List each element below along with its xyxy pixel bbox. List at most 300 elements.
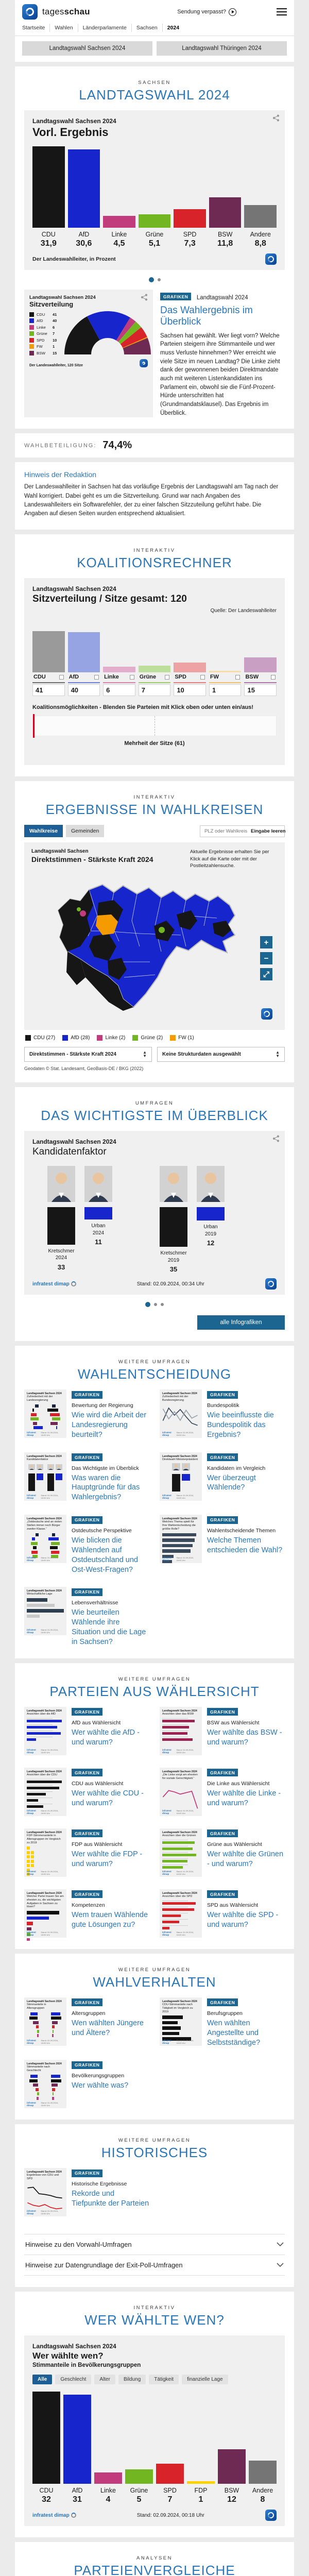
breadcrumb-item-2024[interactable]: 2024 [162, 24, 184, 32]
grafiken-badge: GRAFIKEN [72, 1453, 102, 1461]
candidate-label: Urban 2019 [203, 1224, 218, 1237]
map-zoom-out-button[interactable]: − [260, 952, 272, 964]
seat-legend [29, 312, 57, 358]
bar-SPD [156, 2464, 184, 2484]
thumb-stand: Stand: 01.09.2024, 18:00 Uhr [176, 1556, 194, 1562]
teaser-card[interactable] [160, 1889, 285, 1938]
section-wahlbeteiligung [15, 433, 294, 457]
teaser-thumbnail[interactable] [24, 1389, 66, 1438]
teaser-headline[interactable]: Wen wählten Angestellte und Selbstständige? [207, 2019, 261, 2047]
thumb-kicker: Landtagswahl Sachsen 2024 [162, 1891, 197, 1895]
teaser-thumbnail[interactable] [160, 1515, 202, 1563]
candidate-photo [84, 1166, 112, 1202]
thumb-kicker: Landtagswahl Sachsen 2024 [27, 1891, 62, 1895]
teaser-kicker: Die Linke aus Wählersicht [207, 1780, 270, 1787]
candidate-Urban-2019 [196, 1166, 225, 1273]
election-tab-sachsen[interactable]: Landtagswahl Sachsen 2024 [22, 41, 152, 56]
legend-swatch [29, 331, 34, 336]
teaser-card[interactable] [24, 1587, 149, 1647]
teaser-card[interactable] [24, 1997, 149, 2048]
teaser-thumbnail[interactable] [24, 1768, 66, 1816]
checkbox-icon[interactable] [235, 675, 240, 680]
teaser-headline[interactable]: Das Wahlergebnis im Überblick [160, 304, 253, 327]
coalition-hint: Koalitionsmöglichkeiten - Blenden Sie Parteien mit Klick oben oder unten ein/aus! [32, 704, 254, 711]
tab-gemeinden[interactable]: Gemeinden [66, 825, 104, 837]
teaser-thumbnail[interactable] [160, 1997, 202, 2046]
legend-label: FW [37, 344, 43, 349]
thumb-title: Ansichten über die Grünen [162, 1834, 196, 1837]
thumb-kicker: Landtagswahl Sachsen 2024 [162, 1517, 197, 1521]
card-kicker: Landtagswahl Sachsen 2024 [29, 294, 96, 300]
teaser-card[interactable] [24, 1828, 149, 1877]
brand-wordmark[interactable]: tagesschau [42, 7, 90, 16]
accordion-Hinweise zu den Vo[interactable] [24, 2234, 285, 2255]
bar-group-AfD [63, 2395, 91, 2504]
grafiken-badge: GRAFIKEN [72, 1890, 102, 1898]
thumb-title: Ansichten über die CDU [27, 1773, 58, 1776]
teaser-body [207, 1828, 285, 1877]
thumb-title: Welches Thema spielt für Ihre Wahlentscheidung die größte Rolle? [162, 1520, 196, 1531]
teaser-body [72, 1889, 149, 1938]
candidate-chart [47, 1166, 277, 1273]
teaser-grid [24, 1707, 285, 1938]
bar [139, 666, 171, 673]
teaser-kicker: SPD aus Wählersicht [207, 1902, 259, 1908]
teaser-thumbnail[interactable] [24, 1587, 66, 1635]
thumb-title: Ansichten über die SPD [162, 1894, 193, 1898]
thumb-mini-chart [27, 2012, 64, 2042]
saxony-map[interactable] [31, 869, 248, 1021]
filter-pill-finanzielle Lage[interactable]: finanzielle Lage [182, 2375, 228, 2384]
thumb-kicker: Landtagswahl Sachsen 2024 [27, 1392, 62, 1395]
thumb-stand: Stand: 01.09.2024, 18:00 Uhr [41, 1748, 59, 1754]
coalition-toggle-CDU[interactable] [32, 672, 65, 683]
accordion-Hinweise zur Daten[interactable] [24, 2255, 285, 2276]
breadcrumb-item-startseite[interactable]: Startseite [22, 25, 45, 31]
teaser-headline[interactable]: Was waren die Hauptgründe für das Wahlergebnis? [72, 1473, 140, 1502]
thumb-kicker: Landtagswahl Sachsen 2024 [27, 2171, 62, 2174]
map-legend-item [62, 1035, 90, 1041]
bar-label: Andere [252, 2487, 273, 2495]
checkbox-icon[interactable] [200, 675, 205, 680]
share-icon[interactable] [272, 1135, 280, 1142]
teaser-card[interactable] [24, 2168, 149, 2216]
thumb-stand: Stand: 01.09.2024, 18:00 Uhr [41, 2039, 59, 2044]
thumb-stand: Stand: 01.09.2024, 18:00 Uhr [41, 1629, 59, 1634]
coalition-toggle-SPD[interactable] [174, 672, 206, 683]
thumb-source: infratest dimap [27, 2102, 36, 2107]
thumb-title: Stimmanteile in Altersgruppen [27, 2003, 46, 2010]
legend-label: Linke (2) [105, 1035, 126, 1041]
teaser-kicker: Bundespolitik [207, 1402, 239, 1409]
teaser-thumbnail[interactable] [160, 1768, 202, 1816]
teaser-thumbnail[interactable] [24, 1997, 66, 2046]
coalition-toggle-BSW[interactable] [244, 672, 277, 683]
teaser-card[interactable] [24, 1707, 149, 1755]
legend-row-AfD [29, 318, 57, 323]
teaser-body [72, 2060, 149, 2108]
teaser-grid [24, 2168, 285, 2216]
bar-value: 7,3 [184, 239, 196, 248]
checkbox-icon[interactable] [59, 675, 64, 680]
teaser-body [207, 1389, 285, 1440]
bar-group-AfD [68, 149, 100, 248]
seats-input-SPD[interactable]: 10 [174, 684, 206, 696]
thumb-stand: Stand: 01.09.2024, 18:00 Uhr [41, 1431, 59, 1436]
thumb-stand: Stand: 01.09.2024, 18:00 Uhr [176, 1494, 194, 1499]
checkbox-icon[interactable] [271, 675, 276, 680]
bar-label: BSW [217, 230, 233, 238]
bar-value: 8 [260, 2495, 265, 2504]
thumb-source: infratest dimap [27, 1629, 36, 1634]
thumb-footer [162, 1749, 199, 1754]
candidate-photo [197, 1166, 225, 1202]
thumb-source: infratest dimap [27, 1494, 36, 1499]
teaser-headline[interactable]: Wer wählte die Grünen - und warum? [207, 1850, 284, 1868]
teaser-card[interactable] [160, 1515, 285, 1574]
bar-value: 5 [136, 2495, 142, 2504]
editor-note-text: Der Landeswahlleiter in Sachsen hat das vorläufige Ergebnis der Landtagswahl am Tag nach der Wahl korrigiert. Dabei geht es um die Sitzverteilung. Grund war nach Angaben des Landeswahlleiters ein Softwarefehler, der zu einer falschen Sitzzuteilung geführt habe. Die Angaben auf diesen Seiten wurden entsprechend aktualisiert. [24, 484, 279, 517]
thumb-footer [27, 2039, 64, 2044]
thumb-footer [162, 1431, 199, 1436]
teaser-card[interactable] [24, 1889, 149, 1938]
bar-value: 31,9 [40, 239, 57, 248]
teaser-headline[interactable]: Wie blicken die Wählenden auf Ostdeutschland und Ost-West-Fragen? [72, 1536, 138, 1574]
teaser-card[interactable] [24, 1452, 149, 1503]
plz-search-input[interactable] [204, 828, 251, 834]
section-overline: WEITERE UMFRAGEN [118, 1676, 191, 1682]
legend-swatch [170, 1035, 176, 1041]
structure-data-select[interactable]: Keine Strukturdaten ausgewählt ▲ ▼ [157, 1047, 285, 1062]
overview-teaser[interactable] [160, 290, 285, 418]
section-ueberblick [15, 1087, 294, 1341]
stand-timestamp: Stand: 02.09.2024, 00:34 Uhr [136, 1281, 204, 1287]
majority-caption: Mehrheit der Sitze (61) [124, 740, 185, 747]
teaser-thumbnail[interactable] [160, 1889, 202, 1938]
legend-value: 6 [53, 325, 55, 330]
kandidatenfaktor-card [24, 1131, 285, 1295]
bar-group-FDP [187, 2481, 215, 2505]
thumb-source: infratest dimap [162, 1494, 171, 1499]
tab-wahlkreise[interactable]: Wahlkreise [24, 825, 63, 837]
teaser-kicker: Berufsgruppen [207, 2010, 243, 2016]
teaser-card[interactable] [160, 1452, 285, 1503]
candidate-label: Kretschmer 2019 [160, 1250, 187, 1263]
thumb-stand: Stand: 01.09.2024, 18:00 Uhr [41, 2210, 59, 2215]
breadcrumb-item-länderparlamente[interactable]: Länderparlamente [78, 24, 131, 32]
teaser-kicker: Bevölkerungsgruppen [72, 2073, 125, 2079]
teaser-headline[interactable]: Wer überzeugt Wählende? [207, 1473, 256, 1492]
teaser-card[interactable] [160, 1997, 285, 2048]
who-voted-card [24, 2335, 285, 2526]
teaser-body [207, 1997, 285, 2048]
carousel-dot-3[interactable] [161, 1303, 164, 1306]
teaser-card[interactable] [24, 1768, 149, 1816]
teaser-card[interactable] [160, 1768, 285, 1816]
party-label: FW [210, 674, 219, 681]
teaser-headline[interactable]: Wer wählte die FDP - und warum? [72, 1850, 143, 1868]
thumb-mini-chart [162, 1718, 199, 1748]
teaser-headline[interactable]: Wer wählte die SPD - und warum? [207, 1910, 279, 1929]
candidate-value: 35 [169, 1265, 178, 1273]
seats-input-BSW[interactable]: 15 [244, 684, 277, 696]
teaser-thumbnail[interactable] [160, 1707, 202, 1755]
thumb-footer [162, 2039, 199, 2044]
share-icon[interactable] [272, 114, 280, 122]
teaser-kicker: FDP aus Wählersicht [72, 1841, 123, 1848]
chevron-down-icon [277, 2241, 284, 2248]
map-legend-item [25, 1035, 55, 1041]
grafiken-badge: GRAFIKEN [72, 1516, 102, 1524]
thumb-kicker: Landtagswahl Sachsen 2024 [27, 1999, 62, 2003]
teaser-thumbnail[interactable] [24, 2168, 66, 2216]
candidate-value: 11 [95, 1238, 102, 1246]
teaser-body [72, 1707, 149, 1755]
grafiken-badge: GRAFIKEN [207, 1391, 238, 1399]
hamburger-menu-icon[interactable] [277, 8, 287, 15]
carousel-dot-1[interactable] [145, 1302, 150, 1307]
thumb-stand: Stand: 01.09.2024, 18:00 Uhr [176, 1930, 194, 1936]
bar-group-Linke [94, 2472, 122, 2504]
result-card [24, 110, 285, 270]
thumb-mini-chart [162, 1840, 199, 1870]
teaser-thumbnail[interactable] [160, 1389, 202, 1438]
legend-swatch [97, 1035, 102, 1041]
teaser-headline[interactable]: Wer wählte die Linke - und warum? [207, 1789, 281, 1807]
teaser-thumbnail[interactable] [24, 1707, 66, 1755]
thumb-source: infratest dimap [162, 1748, 171, 1754]
play-icon[interactable] [229, 8, 236, 16]
seats-input-Linke[interactable]: 6 [103, 684, 135, 696]
filter-pill-Alter[interactable]: Alter [94, 2375, 115, 2384]
teaser-text: Sachsen hat gewählt. Wer liegt vorn? Welche Parteien steigern ihre Stimmanteile und wer muss Verluste hinnehmen? Wer erreicht wie viele Sitze im neuen Landtag? Die Linke zieht dank der gewonnenen beiden Direktmandate auch mit weiteren Listenkandidaten ins Parlament ein, obwohl sie die Fünf-Prozent-Hürde unterschritten hat (Grundmandatsklausel). Das Ergebnis im Überblick. [160, 332, 280, 416]
filter-pill-Alle[interactable]: Alle [32, 2375, 52, 2384]
sendung-verpasst-link[interactable]: Sendung verpasst? [177, 8, 236, 16]
teaser-card[interactable] [160, 1707, 285, 1755]
teaser-card[interactable] [24, 1389, 149, 1440]
thumb-source: infratest dimap [162, 1870, 171, 1875]
bar-CDU [32, 2392, 60, 2484]
coalition-bar-CDU[interactable] [32, 631, 65, 672]
teaser-thumbnail[interactable] [24, 1515, 66, 1563]
legend-label: CDU [37, 312, 45, 317]
bar-Andere [249, 2461, 277, 2484]
section-hinweis [15, 462, 294, 530]
thumb-stand: Stand: 01.09.2024, 18:00 Uhr [41, 2102, 59, 2107]
thumb-title: FDP-Stimmenanteile in Altersgruppen im Vergleich zu 2019 [27, 1834, 61, 1844]
thumb-kicker: Landtagswahl Sachsen 2024 [162, 1999, 197, 2003]
breadcrumb-item-sachsen[interactable]: Sachsen [131, 24, 162, 32]
bar-Grüne [125, 2469, 153, 2484]
thumb-footer [162, 1494, 199, 1499]
thumb-source: infratest dimap [27, 1870, 36, 1875]
legend-swatch [29, 344, 34, 349]
legend-swatch [29, 325, 34, 330]
bar-Linke [103, 216, 135, 227]
teaser-headline[interactable]: Wen wählten Jüngere und Ältere? [72, 2019, 144, 2037]
map-zoom-in-button[interactable]: + [260, 936, 272, 948]
bar-Grüne [139, 214, 171, 227]
legend-label: Linke [37, 325, 46, 330]
thumb-stand: Stand: 01.09.2024, 18:00 Uhr [176, 1431, 194, 1436]
thumb-title: Zufriedenheit mit der Landesregierung [27, 1395, 53, 1402]
card-kicker: Landtagswahl Sachsen 2024 [32, 585, 116, 593]
bar-label: Andere [250, 230, 271, 238]
seats-input-CDU[interactable]: 41 [32, 684, 65, 696]
coalition-bar-AfD[interactable] [68, 632, 100, 672]
teaser-headline[interactable]: Wie beurteilen Wählende ihre Situation und die Lage in Sachsen? [72, 1608, 146, 1646]
bar-value: 8,8 [254, 239, 266, 248]
teaser-kicker: Grüne aus Wählersicht [207, 1841, 262, 1848]
carousel-dots [24, 277, 285, 282]
filter-pill-Tätigkeit[interactable]: Tätigkeit [149, 2375, 179, 2384]
party-label: Grüne [139, 674, 157, 681]
bar [244, 657, 277, 672]
party-label: AfD [68, 674, 79, 681]
bar-CDU [32, 146, 65, 228]
carousel-dot-1[interactable] [149, 277, 154, 282]
section-werwaehltewen [15, 2292, 294, 2537]
filter-pill-Geschlecht[interactable]: Geschlecht [55, 2375, 91, 2384]
bar-label: Grüne [145, 230, 164, 238]
chart-source: Quelle: Der Landeswahlleiter [210, 608, 277, 614]
legend-label: CDU (27) [33, 1035, 56, 1041]
election-tab-thueringen[interactable]: Landtagswahl Thüringen 2024 [157, 41, 287, 56]
bar-AfD [63, 2395, 91, 2484]
bar-group-SPD [156, 2464, 184, 2504]
thumb-title: Direktwahl Ministerpräsident [162, 1458, 198, 1461]
bar-value: 1 [198, 2495, 203, 2504]
thumb-source: infratest dimap [27, 1930, 36, 1936]
plz-searchbox[interactable] [200, 825, 285, 837]
coalition-bar-Linke[interactable] [103, 667, 135, 673]
coalition-toggle-Linke[interactable] [103, 672, 135, 683]
teaser-card[interactable] [160, 1389, 285, 1440]
section-overline: WEITERE UMFRAGEN [118, 1359, 191, 1365]
share-icon[interactable] [141, 294, 148, 301]
clear-input-button[interactable]: Eingabe leeren [251, 828, 286, 834]
teaser-headline[interactable]: Wer wählte was? [72, 2081, 129, 2090]
teaser-card[interactable] [24, 1515, 149, 1574]
thumb-mini-chart [162, 1463, 199, 1493]
party-label: SPD [175, 674, 186, 681]
teaser-headline[interactable]: Wem trauen Wählende gute Lösungen zu? [72, 1910, 148, 1929]
bar-Andere [244, 205, 277, 227]
coalition-bars [32, 629, 277, 672]
thumb-kicker: Landtagswahl Sachsen 2024 [27, 1454, 62, 1458]
section-overline: WEITERE UMFRAGEN [118, 2138, 191, 2144]
carousel-dot-2[interactable] [158, 278, 161, 281]
seats-input-AfD[interactable]: 40 [68, 684, 100, 696]
legend-swatch [29, 312, 34, 317]
coalition-toggle-Grüne[interactable] [139, 672, 171, 683]
seats-input-Grüne[interactable]: 7 [139, 684, 171, 696]
bar-label: CDU [41, 230, 56, 238]
thumb-mini-chart [27, 1911, 64, 1941]
hint-accordions [24, 2234, 285, 2276]
checkbox-icon[interactable] [94, 675, 99, 680]
map-legend-item [132, 1035, 163, 1041]
section-title: KOALITIONSRECHNER [77, 555, 232, 571]
ard-logo-icon [265, 2510, 277, 2521]
teaser-thumbnail[interactable] [24, 1828, 66, 1877]
map-metric-select[interactable]: Direktstimmen - Stärkste Kraft 2024 ▲ ▼ [24, 1047, 152, 1062]
legend-row-Linke [29, 325, 57, 330]
coalition-toggle-AfD[interactable] [68, 672, 100, 683]
candidate-bar [84, 1207, 112, 1219]
ard-logo-icon [265, 253, 277, 265]
bar [68, 632, 100, 672]
candidate-Urban-2024 [84, 1166, 113, 1273]
teaser-card[interactable] [24, 2060, 149, 2108]
thumb-source: infratest dimap [27, 1748, 36, 1754]
all-infographics-button[interactable]: alle Infografiken [197, 1315, 285, 1330]
candidate-photo [47, 1166, 75, 1202]
thumb-title: Wirtschaftliche Lage [27, 1592, 53, 1596]
coalition-bar-BSW[interactable] [244, 657, 277, 672]
teaser-thumbnail[interactable] [24, 1452, 66, 1501]
teaser-headline[interactable]: Welche Themen entschieden die Wahl? [207, 1536, 283, 1554]
teaser-headline[interactable]: Wer wählte das BSW - und warum? [207, 1728, 282, 1747]
breadcrumb-item-wahlen[interactable]: Wahlen [49, 24, 77, 32]
election-switch-tabs [15, 36, 294, 62]
bar-value: 7 [167, 2495, 173, 2504]
coalition-bar-Grüne[interactable] [139, 666, 171, 673]
bar-group-Andere [244, 205, 277, 248]
thumb-kicker: Landtagswahl Sachsen 2024 [162, 1831, 197, 1834]
grafiken-badge: GRAFIKEN [72, 1769, 102, 1776]
bar-group-SPD [174, 209, 206, 248]
teaser-headline[interactable]: Wie wird die Arbeit der Landesregierung beurteilt? [72, 1411, 147, 1439]
coalition-bar-SPD[interactable] [174, 663, 206, 673]
checkbox-icon[interactable] [165, 675, 169, 680]
teaser-headline[interactable]: Wer wählte die AfD - und warum? [72, 1728, 140, 1747]
map-fullscreen-button[interactable]: ⤢ [260, 968, 272, 980]
coalition-toggle-FW[interactable] [209, 672, 242, 683]
breadcrumb [15, 23, 294, 36]
teaser-headline[interactable]: Wer wählte die CDU - und warum? [72, 1789, 144, 1807]
grafiken-badge: GRAFIKEN [72, 2170, 102, 2177]
thumb-footer [162, 1809, 199, 1815]
teaser-thumbnail[interactable] [160, 1828, 202, 1877]
section-parteiensicht [15, 1663, 294, 1949]
bar-value: 4,5 [113, 239, 125, 248]
thumb-footer [162, 1931, 199, 1936]
legend-swatch [25, 1035, 31, 1041]
teaser-thumbnail[interactable] [160, 1452, 202, 1501]
ard-logo-icon [261, 1008, 272, 1020]
teaser-card[interactable] [160, 1828, 285, 1877]
chart-source: Der Landeswahlleiter, 120 Sitze [29, 363, 83, 367]
teaser-thumbnail[interactable] [24, 2060, 66, 2108]
teaser-headline[interactable]: Wie beeinflusste die Bundespolitik das Ergebnis? [207, 1411, 274, 1439]
teaser-headline[interactable]: Rekorde und Tiefpunkte der Parteien [72, 2190, 149, 2208]
carousel-dot-2[interactable] [154, 1303, 157, 1306]
legend-value: 15 [53, 350, 57, 355]
seats-input-FW[interactable]: 1 [209, 684, 242, 696]
thumb-stand: Stand: 01.09.2024, 18:00 Uhr [41, 1494, 59, 1499]
teaser-thumbnail[interactable] [24, 1889, 66, 1938]
turnout-label: WAHLBETEILIGUNG: [24, 442, 97, 449]
bar-label: BSW [224, 2487, 239, 2495]
teaser-kicker: Kompetenzen [72, 1902, 105, 1908]
filter-pill-Bildung[interactable]: Bildung [118, 2375, 146, 2384]
section-overline: ANALYSEN [136, 2555, 173, 2562]
checkbox-icon[interactable] [130, 675, 134, 680]
accordion-label: Hinweise zu den Vorwahl-Umfragen [25, 2241, 132, 2249]
bar-value: 11,8 [217, 239, 233, 248]
tagesschau-logo-icon[interactable] [22, 4, 38, 20]
